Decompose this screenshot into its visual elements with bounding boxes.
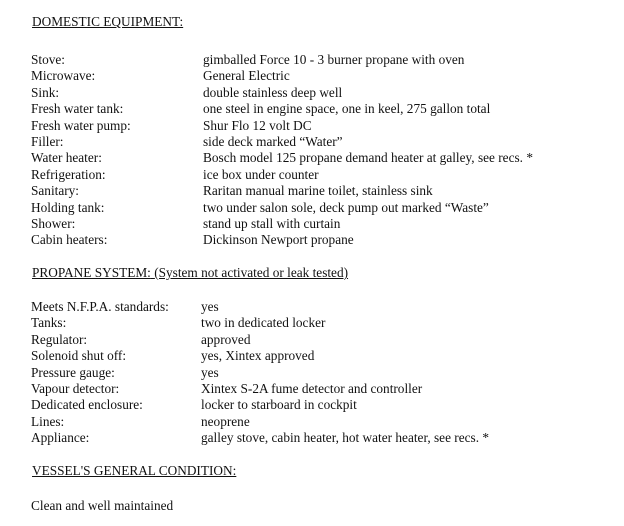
row-value: General Electric [203,68,290,84]
row-value: Bosch model 125 propane demand heater at galley, see recs. * [203,150,533,166]
row-label: Holding tank: [31,199,105,215]
row-value: yes [201,364,219,380]
row-value: approved [201,331,251,347]
row-label: Water heater: [31,150,102,166]
domestic-equipment-heading: DOMESTIC EQUIPMENT: [32,14,184,29]
row-value: locker to starboard in cockpit [201,397,357,413]
row-value: Dickinson Newport propane [203,232,354,248]
row-value: neoprene [201,413,250,429]
row-value: one steel in engine space, one in keel, 275 gallon total [203,101,491,117]
vessel-condition-text: Clean and well maintained [31,498,174,513]
row-value: Raritan manual marine toilet, stainless sink [203,183,433,199]
row-value: gimballed Force 10 - 3 burner propane with oven [203,52,465,67]
row-value: galley stove, cabin heater, hot water heater, see recs. * [201,430,490,446]
row-label: Cabin heaters: [31,232,108,248]
row-label: Fresh water tank: [31,101,124,117]
row-value: yes [201,299,219,314]
row-label: Tanks: [31,315,67,331]
row-value: ice box under counter [203,166,319,182]
row-label: Solenoid shut off: [31,348,127,364]
row-label: Vapour detector: [31,381,120,396]
row-value: double stainless deep well [203,84,343,100]
row-label: Regulator: [31,331,88,347]
row-label: Refrigeration: [31,166,106,182]
row-label: Shower: [31,216,76,231]
row-label: Lines: [31,413,65,429]
propane-heading-note: (System not activated or leak tested) [154,265,349,280]
propane-system-heading [32,265,348,281]
row-value: two in dedicated locker [201,315,326,331]
row-label: Appliance: [31,430,90,446]
row-label: Microwave: [31,68,96,84]
row-label: Sink: [31,84,60,100]
row-label: Dedicated enclosure: [31,397,143,413]
vessel-condition-heading: VESSEL'S GENERAL CONDITION: [32,463,237,478]
propane-heading-title: PROPANE SYSTEM: [32,265,151,280]
row-label: Pressure gauge: [31,364,115,380]
row-label: Meets N.F.P.A. standards: [31,299,169,314]
row-label: Stove: [31,52,65,67]
row-label: Filler: [31,134,64,149]
row-label: Fresh water pump: [31,117,131,133]
row-value: two under salon sole, deck pump out marked “Waste” [203,199,489,215]
row-value: Xintex S-2A fume detector and controller [201,381,423,396]
row-value: Shur Flo 12 volt DC [203,117,312,133]
row-value: yes, Xintex approved [201,348,315,364]
row-value: side deck marked “Water” [203,134,343,149]
row-label: Sanitary: [31,183,80,199]
row-value: stand up stall with curtain [203,216,341,231]
